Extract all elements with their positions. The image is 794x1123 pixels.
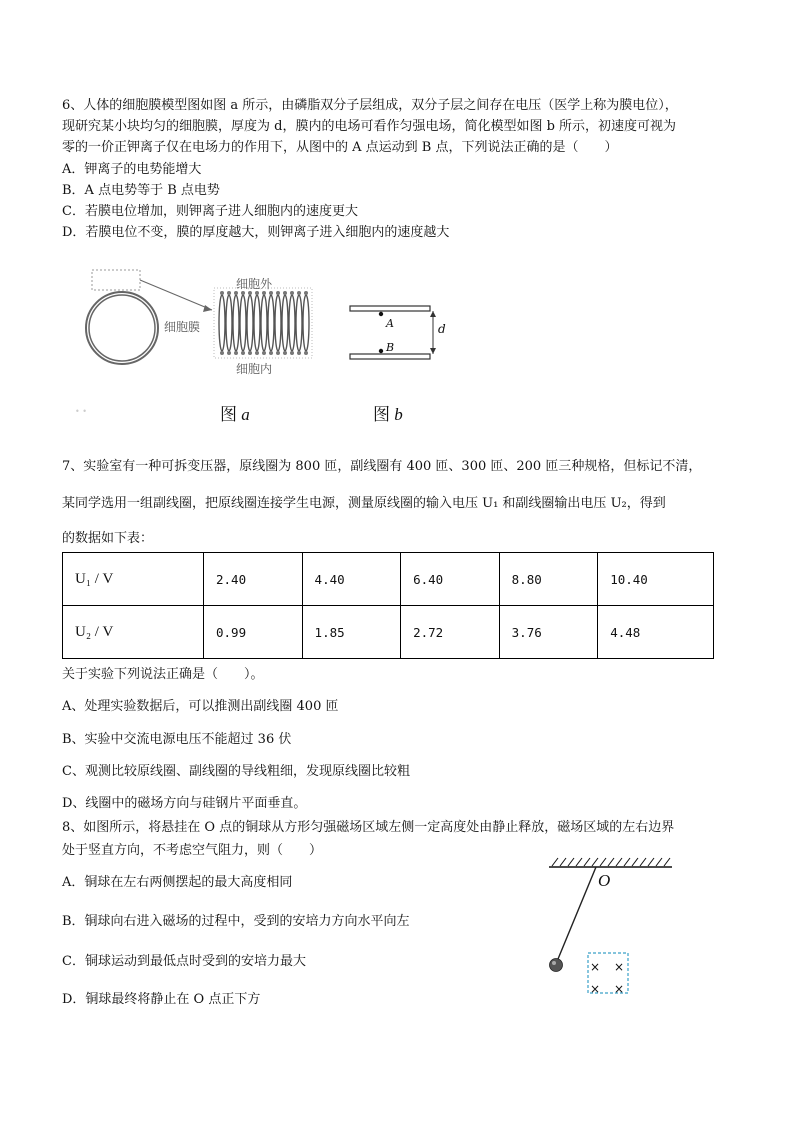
q8-option-b: B．铜球向右进入磁场的过程中，受到的安培力方向水平向左 <box>62 914 410 929</box>
q8-stem-line-2: 处于竖直方向，不考虑空气阻力，则（ ） <box>62 843 323 858</box>
label-thickness-d: d <box>438 322 446 336</box>
field-mark: × <box>590 982 601 996</box>
table-row <box>63 606 714 659</box>
pendulum-string <box>558 867 596 959</box>
row-label-u1: U₁ / V <box>63 553 204 606</box>
q6-option-d: D．若膜电位不变，膜的厚度越大，则钾离子进入细胞内的速度越大 <box>62 225 450 240</box>
zoom-arrow <box>203 305 212 312</box>
faint-dots: • • <box>75 407 87 416</box>
q7-option-b: B、实验中交流电源电压不能超过 36 伏 <box>62 732 292 747</box>
bilayer-coils <box>219 295 309 351</box>
caption-figure-a: 图 a <box>220 405 250 424</box>
q6-option-b: B．A 点电势等于 B 点电势 <box>62 183 220 198</box>
q7-stem-line-2: 某同学选用一组副线圈，把原线圈连接学生电源，测量原线圈的输入电压 U₁ 和副线圈输出电压 U₂，得到 <box>62 496 666 511</box>
table-cell: 10.40 <box>598 553 714 606</box>
table-cell: 4.48 <box>598 606 714 659</box>
table-row <box>63 553 714 606</box>
caption-figure-b: 图 b <box>373 405 403 424</box>
cell-outer-circle <box>86 292 158 364</box>
q7-option-d: D、线圈中的磁场方向与硅钢片平面垂直。 <box>62 796 307 811</box>
table-cell: 6.40 <box>401 553 500 606</box>
q6-stem-line-1: 6、人体的细胞膜模型图如图 a 所示，由磷脂双分子层组成，双分子层之间存在电压（医学上称为膜电位）， <box>62 98 678 113</box>
label-point-b: B <box>386 341 395 354</box>
voltage-data-table <box>62 552 714 659</box>
point-a-dot <box>379 312 383 316</box>
field-mark: × <box>590 960 601 974</box>
cell-inner-circle <box>89 295 155 361</box>
table-cell: 4.40 <box>302 553 401 606</box>
q6-option-a: A．钾离子的电势能增大 <box>62 162 202 177</box>
pivot-label-o: O <box>598 871 611 890</box>
copper-ball <box>550 959 563 972</box>
label-cell-membrane: 细胞膜 <box>164 320 201 334</box>
q6-stem-line-2: 现研究某小块均匀的细胞膜，厚度为 d，膜内的电场可看作匀强电场，简化模型如图 b 所示，初速度可视为 <box>62 119 677 134</box>
q8-option-c: C．铜球运动到最低点时受到的安培力最大 <box>62 954 306 969</box>
q7-prompt: 关于实验下列说法正确是（ ）。 <box>62 667 264 682</box>
table-cell: 2.40 <box>204 553 303 606</box>
top-plate <box>350 306 430 311</box>
table-cell: 3.76 <box>499 606 598 659</box>
zoom-box <box>92 270 140 290</box>
field-mark: × <box>614 982 625 996</box>
q8-stem-line-1: 8、如图所示，将悬挂在 O 点的铜球从方形匀强磁场区域左侧一定高度处由静止释放，磁场区域的左右边界 <box>62 820 675 835</box>
field-mark: × <box>614 960 625 974</box>
q7-stem-line-1: 7、实验室有一种可拆变压器，原线圈为 800 匝，副线圈有 400 匝、300 匝、200 匝三种规格，但标记不清， <box>62 459 702 474</box>
q6-stem-line-3: 零的一价正钾离子仅在电场力的作用下，从图中的 A 点运动到 B 点，下列说法正确的是（ ） <box>62 140 618 155</box>
table-cell: 2.72 <box>401 606 500 659</box>
q8-option-d: D．铜球最终将静止在 O 点正下方 <box>62 992 261 1007</box>
point-b-dot <box>379 349 383 353</box>
q7-option-c: C、观测比较原线圈、副线圈的导线粗细，发现原线圈比较粗 <box>62 764 410 779</box>
q7-option-a: A、处理实验数据后，可以推测出副线圈 400 匝 <box>62 699 339 714</box>
label-inside-cell: 细胞内 <box>236 362 273 376</box>
label-point-a: A <box>386 317 394 330</box>
ball-highlight <box>552 961 556 965</box>
q6-option-c: C．若膜电位增加，则钾离子进人细胞内的速度更大 <box>62 204 358 219</box>
table-cell: 8.80 <box>499 553 598 606</box>
row-label-u2: U₂ / V <box>63 606 204 659</box>
label-outside-cell: 细胞外 <box>236 277 273 291</box>
cell-membrane-figure-a <box>72 268 332 388</box>
q7-stem-line-3: 的数据如下表： <box>62 531 154 546</box>
ceiling-hatching <box>552 858 670 866</box>
table-cell: 0.99 <box>204 606 303 659</box>
q8-option-a: A．铜球在左右两侧摆起的最大高度相同 <box>62 875 293 890</box>
table-cell: 1.85 <box>302 606 401 659</box>
